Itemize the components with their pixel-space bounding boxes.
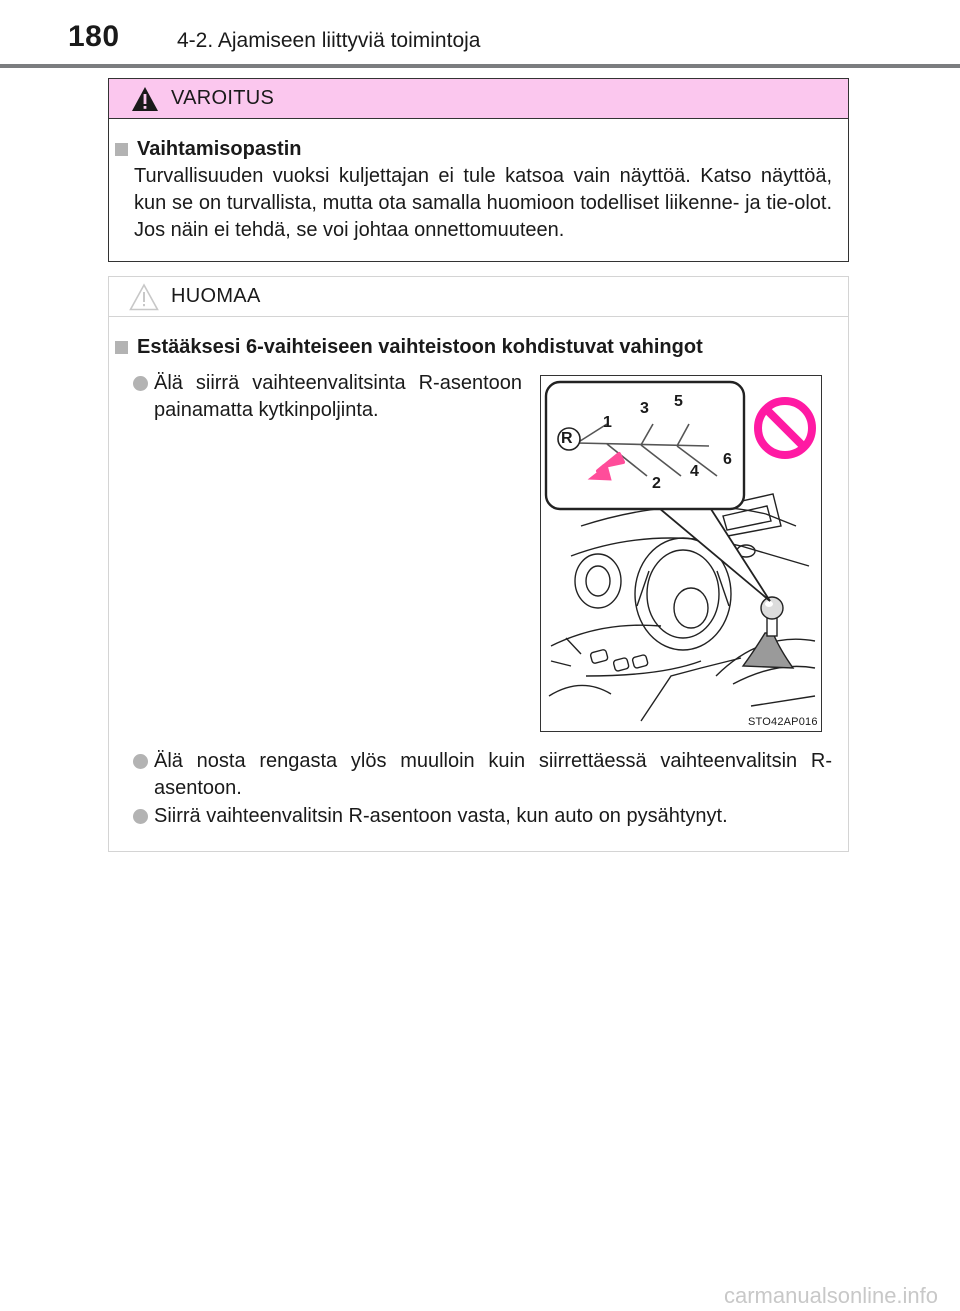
- footer-watermark: carmanualsonline.info: [724, 1283, 939, 1308]
- square-bullet-icon: [115, 341, 128, 354]
- notice-heading: Estääksesi 6-vaihteiseen vaihteistoon kohdistuvat vahingot: [137, 336, 703, 358]
- gear-label-3: 3: [640, 400, 649, 417]
- warning-subheading: [115, 138, 302, 161]
- notice-subheading: [115, 336, 703, 359]
- gear-label-4: 4: [690, 463, 699, 480]
- caution-triangle-icon: [129, 283, 159, 311]
- notice-bullet-1: Älä siirrä vaihteenvalitsinta R-asentoon painamatta kytkinpoljinta.: [154, 372, 522, 421]
- page-number: 180: [68, 20, 120, 53]
- bullet-dot-icon: [133, 809, 148, 824]
- bullet-dot-icon: [133, 754, 148, 769]
- notice-bullet-2: Älä nosta rengasta ylös muulloin kuin siirrettäessä vaihteenvalitsin R-asentoon.: [154, 750, 832, 799]
- gear-label-1: 1: [603, 414, 612, 431]
- warning-heading: Vaihtamisopastin: [137, 138, 302, 160]
- warning-header: [109, 79, 848, 119]
- notice-header: [109, 277, 848, 317]
- gear-label-6: 6: [723, 451, 732, 468]
- gear-label-5: 5: [674, 393, 683, 410]
- warning-text: Turvallisuuden vuoksi kuljettajan ei tule katsoa vain näyttöä. Katso näyttöä, kun se on turvallista, mutta ota samalla huomioon todelliset liikenne- ja tie-olot. Jos näin ei tehdä, se voi johtaa onnettomuuteen.: [134, 165, 832, 241]
- notice-label: HUOMAA: [171, 285, 261, 307]
- header-rule: [0, 64, 960, 68]
- notice-bullet-3: Siirrä vaihteenvalitsin R-asentoon vasta, kun auto on pysähtynyt.: [154, 805, 728, 827]
- gear-label-r: R: [561, 430, 573, 447]
- bullet-dot-icon: [133, 376, 148, 391]
- figure-code: STO42AP016: [748, 716, 818, 728]
- warning-triangle-icon: [131, 86, 159, 112]
- section-title: 4-2. Ajamiseen liittyviä toimintoja: [177, 29, 481, 52]
- gear-shift-figure: [540, 375, 822, 732]
- warning-label: VAROITUS: [171, 87, 275, 109]
- prohibition-icon: [753, 396, 817, 460]
- square-bullet-icon: [115, 143, 128, 156]
- gear-label-2: 2: [652, 475, 661, 492]
